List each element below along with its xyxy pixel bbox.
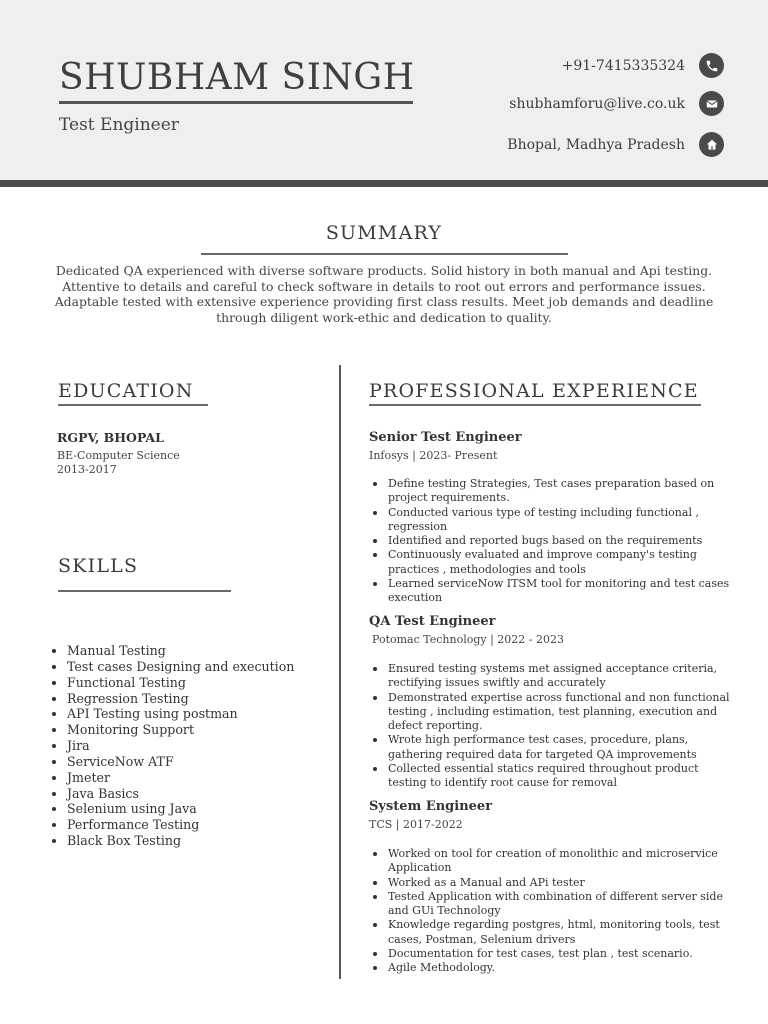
column-divider [339, 365, 341, 979]
skill-item: Performance Testing [49, 817, 329, 833]
job-bullet: Tested Application with combination of different server side and GUi Technology [370, 890, 735, 919]
skill-item: Black Box Testing [49, 833, 329, 849]
phone-icon [699, 53, 724, 78]
job-title: Senior Test Engineer [369, 430, 522, 445]
skill-item: Selenium using Java [49, 801, 329, 817]
job-bullet: Conducted various type of testing including functional , regression [370, 506, 735, 535]
job-bullet: Knowledge regarding postgres, html, monitoring tools, test cases, Postman, Selenium drivers [370, 918, 735, 947]
skill-item: Functional Testing [49, 675, 329, 691]
contact-email [509, 91, 724, 116]
skill-item: Jmeter [49, 770, 329, 786]
job-bullet: Continuously evaluated and improve company's testing practices , methodologies and tools [370, 548, 735, 577]
skill-item: Test cases Designing and execution [49, 659, 329, 675]
education-degree: BE-Computer Science [57, 449, 180, 462]
job-bullets [370, 477, 735, 606]
contact-location [507, 132, 724, 157]
experience-rule [369, 404, 701, 406]
education-school: RGPV, BHOPAL [57, 430, 164, 445]
skills-rule [58, 590, 231, 592]
job-bullet: Agile Methodology. [370, 961, 735, 975]
job-bullet: Wrote high performance test cases, procedure, plans, gathering required data for targeted QA improvements [370, 733, 735, 762]
skills-heading: SKILLS [58, 555, 139, 577]
job-bullets [370, 662, 735, 791]
skill-item: API Testing using postman [49, 706, 329, 722]
job-bullet: Worked on tool for creation of monolithic and microservice Application [370, 847, 735, 876]
job-bullet: Demonstrated expertise across functional and non functional testing , including estimation, test planning, execution and defect reporting. [370, 691, 735, 734]
education-rule [58, 404, 208, 406]
summary-heading: SUMMARY [325, 222, 443, 244]
summary-rule [201, 253, 568, 255]
job-meta: Potomac Technology | 2022 - 2023 [372, 633, 565, 646]
home-icon [699, 132, 724, 157]
education-years: 2013-2017 [57, 463, 117, 476]
skill-item: Jira [49, 738, 329, 754]
job-bullet: Collected essential statics required throughout product testing to identify root cause for removal [370, 762, 735, 791]
candidate-role: Test Engineer [59, 115, 179, 135]
skill-item: Regression Testing [49, 691, 329, 707]
job-title: QA Test Engineer [369, 614, 496, 629]
location-text: Bhopal, Madhya Pradesh [507, 136, 685, 153]
contact-phone [562, 53, 724, 78]
email-text: shubhamforu@live.co.uk [509, 95, 685, 112]
job-bullets [370, 847, 735, 976]
skill-item: Monitoring Support [49, 722, 329, 738]
job-meta: Infosys | 2023- Present [369, 449, 498, 462]
header-divider-bar [0, 180, 768, 187]
job-bullet: Documentation for test cases, test plan , test scenario. [370, 947, 735, 961]
job-bullet: Worked as a Manual and APi tester [370, 876, 735, 890]
job-bullet: Identified and reported bugs based on the requirements [370, 534, 735, 548]
job-bullet: Learned serviceNow ITSM tool for monitoring and test cases execution [370, 577, 735, 606]
job-bullet: Ensured testing systems met assigned acceptance criteria, rectifying issues swiftly and accurately [370, 662, 735, 691]
skill-item: ServiceNow ATF [49, 754, 329, 770]
phone-text: +91-7415335324 [561, 57, 685, 74]
job-bullet: Define testing Strategies, Test cases preparation based on project requirements. [370, 477, 735, 506]
job-meta: TCS | 2017-2022 [369, 818, 463, 831]
experience-heading: PROFESSIONAL EXPERIENCE [369, 380, 699, 402]
summary-text: Dedicated QA experienced with diverse software products. Solid history in both manual and Api testing. Attentive to details and careful to check software in details to root out errors and performance issues. Adaptable tested with extensive experience providing first class results. Meet job demands and deadline through diligent work-ethic and dedication to quality. [54, 263, 714, 325]
skill-item: Java Basics [49, 786, 329, 802]
job-title: System Engineer [369, 799, 493, 814]
candidate-name: SHUBHAM SINGH [59, 57, 415, 98]
skill-item: Manual Testing [49, 643, 329, 659]
education-heading: EDUCATION [58, 380, 194, 402]
mail-icon [699, 91, 724, 116]
skills-list [49, 643, 329, 849]
name-underline [59, 101, 413, 104]
